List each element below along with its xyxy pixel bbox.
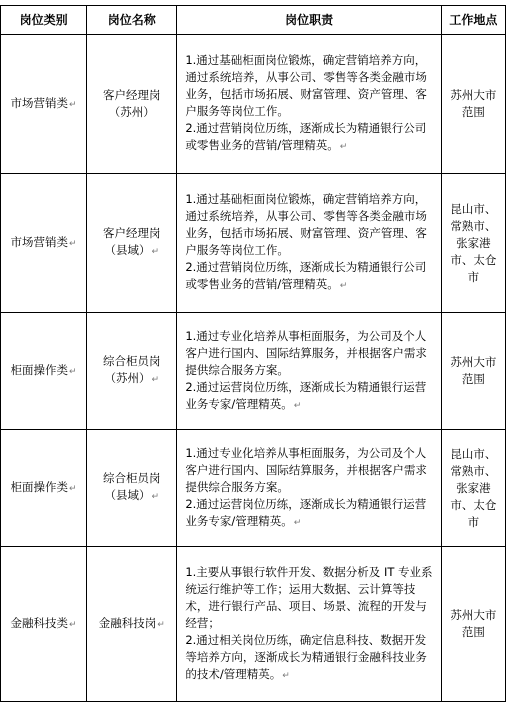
duty-item: 1.通过基础柜面岗位锻炼，确定营销培养方向，通过系统培养，从事公司、零售等各类金融市场业务，包括市场拓展、财富管理、资产管理、客户服务等岗位工作。 xyxy=(185,192,427,257)
duties-cell xyxy=(177,35,442,174)
position-region: （县域） xyxy=(104,488,151,502)
table-row xyxy=(1,313,506,430)
location-line: 常熟市、 xyxy=(450,218,497,233)
header-position: 岗位名称 xyxy=(87,6,177,35)
paragraph-mark-icon: ↵ xyxy=(69,366,77,377)
location-line: 市 xyxy=(467,269,480,284)
position-name: 金融科技岗 xyxy=(98,615,157,630)
position-cell xyxy=(87,430,177,547)
category-text: 柜面操作类 xyxy=(10,362,69,377)
table-row xyxy=(1,547,506,702)
position-cell xyxy=(87,35,177,174)
location-line: 常熟市、 xyxy=(450,463,497,478)
location-line: 范围 xyxy=(461,372,485,386)
location-cell xyxy=(441,430,505,547)
paragraph-mark-icon: ↵ xyxy=(157,619,165,630)
paragraph-mark-icon: ↵ xyxy=(151,375,160,385)
duty-item: 2.通过运营岗位历练，逐渐成长为精通银行运营业务专家/管理精英。 xyxy=(185,379,427,411)
header-duties: 岗位职责 xyxy=(177,6,442,35)
paragraph-mark-icon: ↵ xyxy=(293,400,302,411)
position-cell xyxy=(87,547,177,702)
location-line: 苏州大市 xyxy=(450,88,497,102)
location-cell xyxy=(441,35,505,174)
location-line: 市、太仓 xyxy=(450,497,497,512)
duties-cell xyxy=(177,174,442,313)
job-positions-table xyxy=(0,5,506,702)
location-line: 市 xyxy=(467,514,480,529)
paragraph-mark-icon: ↵ xyxy=(339,281,348,291)
location-cell xyxy=(441,313,505,430)
duties-cell xyxy=(177,313,442,430)
table-row xyxy=(1,430,506,547)
duty-item: 2.通过营销岗位历练，逐渐成长为精通银行公司或零售业务的营销/管理精英。 xyxy=(185,260,427,291)
category-cell xyxy=(1,430,87,547)
position-region: （苏州） xyxy=(108,105,155,119)
paragraph-mark-icon: ↵ xyxy=(69,483,77,494)
category-cell xyxy=(1,35,87,174)
position-region: （苏州） xyxy=(104,371,151,385)
table-row xyxy=(1,174,506,313)
location-line: 市、太仓 xyxy=(450,252,497,267)
position-name: 综合柜员岗 xyxy=(102,354,161,368)
category-text: 市场营销类 xyxy=(10,234,69,249)
position-name: 综合柜员岗 xyxy=(102,471,161,485)
location-line: 张家港 xyxy=(456,235,491,250)
category-cell xyxy=(1,313,87,430)
location-line: 昆山市、 xyxy=(450,201,497,216)
duty-item: 2.通过相关岗位历练，确定信息科技、数据开发等培养方向，逐渐成长为精通银行金融科技业务的技术/管理精英。 xyxy=(185,632,427,681)
category-cell xyxy=(1,174,87,313)
duties-cell xyxy=(177,430,442,547)
location-line: 张家港 xyxy=(456,480,491,495)
paragraph-mark-icon: ↵ xyxy=(151,247,160,257)
position-cell xyxy=(87,313,177,430)
position-name: 客户经理岗 xyxy=(102,88,161,102)
paragraph-mark-icon: ↵ xyxy=(151,492,160,502)
duties-cell xyxy=(177,547,442,702)
position-cell xyxy=(87,174,177,313)
location-cell xyxy=(441,547,505,702)
header-location: 工作地点 xyxy=(441,6,505,35)
paragraph-mark-icon: ↵ xyxy=(293,517,302,528)
category-cell xyxy=(1,547,87,702)
paragraph-mark-icon: ↵ xyxy=(69,99,77,110)
header-row xyxy=(1,6,506,35)
table-row xyxy=(1,35,506,174)
location-line: 范围 xyxy=(461,105,485,119)
category-text: 柜面操作类 xyxy=(10,479,69,494)
location-line: 范围 xyxy=(461,625,485,639)
duty-item: 1.通过基础柜面岗位锻炼，确定营销培养方向，通过系统培养，从事公司、零售等各类金融市场业务，包括市场拓展、财富管理、资产管理、客户服务等岗位工作。 xyxy=(185,53,427,118)
duty-item: 1.通过专业化培养从事柜面服务，为公司及个人客户进行国内、国际结算服务，并根据客户需求提供综合服务方案。 xyxy=(185,328,427,377)
location-line: 苏州大市 xyxy=(450,608,497,622)
location-line: 昆山市、 xyxy=(450,446,497,461)
paragraph-mark-icon: ↵ xyxy=(69,238,77,249)
position-region: （县域） xyxy=(104,243,151,257)
duty-item: 2.通过运营岗位历练，逐渐成长为精通银行运营业务专家/管理精英。 xyxy=(185,496,427,528)
category-text: 市场营销类 xyxy=(10,95,69,110)
header-category: 岗位类别 xyxy=(1,6,87,35)
duty-item: 1.主要从事银行软件开发、数据分析及 IT 专业系统运行维护等工作；运用大数据、云计算等技术，进行银行产品、项目、场景、流程的开发与经营； xyxy=(185,564,433,630)
paragraph-mark-icon: ↵ xyxy=(69,619,77,630)
category-text: 金融科技类 xyxy=(10,615,69,630)
location-line: 苏州大市 xyxy=(450,355,497,369)
duty-item: 2.通过营销岗位历练，逐渐成长为精通银行公司或零售业务的营销/管理精英。 xyxy=(185,121,427,152)
paragraph-mark-icon: ↵ xyxy=(339,142,348,152)
position-name: 客户经理岗 xyxy=(102,226,161,240)
paragraph-mark-icon: ↵ xyxy=(282,670,290,681)
duty-item: 1.通过专业化培养从事柜面服务，为公司及个人客户进行国内、国际结算服务，并根据客户需求提供综合服务方案。 xyxy=(185,445,427,494)
location-cell xyxy=(441,174,505,313)
